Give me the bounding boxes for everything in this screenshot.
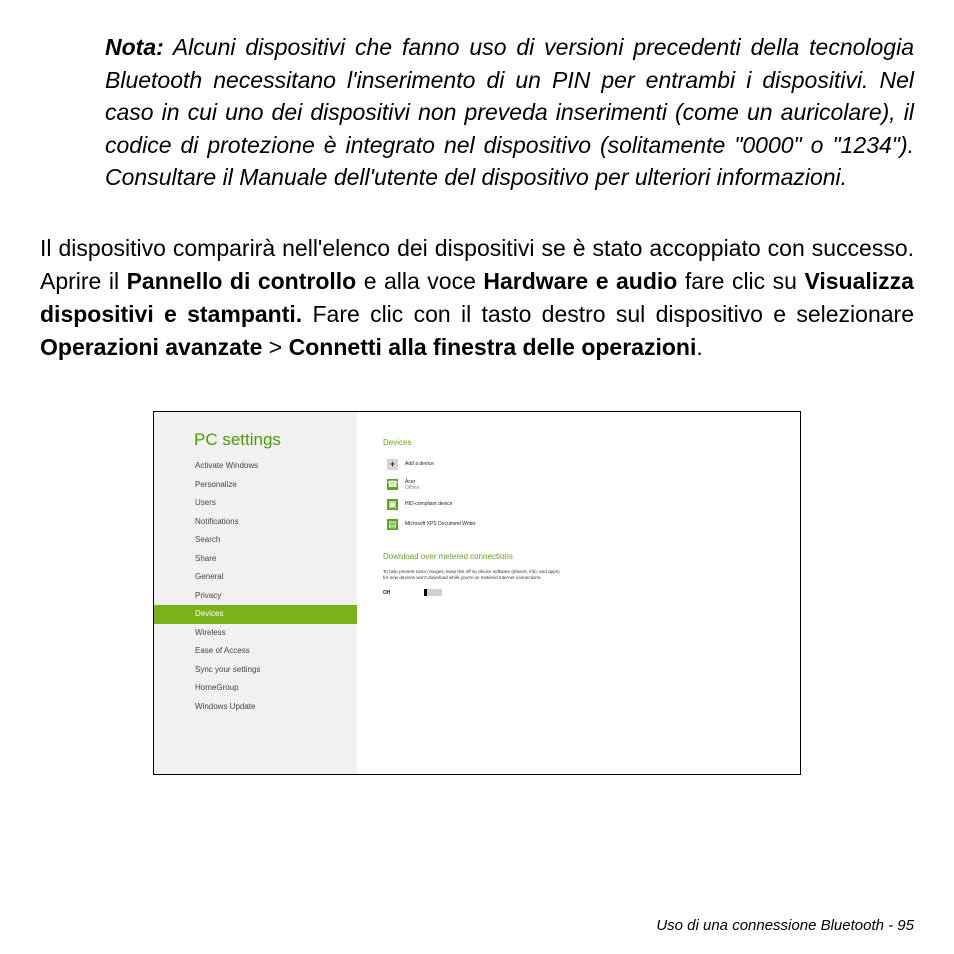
metered-section-title: Download over metered connections: [383, 552, 513, 561]
sidebar-item-notifications[interactable]: Notifications: [195, 516, 239, 526]
hid-device-icon: ▣: [388, 499, 397, 509]
toggle-knob: [424, 589, 427, 596]
sidebar-item-activate-windows[interactable]: Activate Windows: [195, 461, 259, 470]
phone-icon: ☎: [387, 479, 399, 489]
para-bold-advanced-ops: Operazioni avanzate: [40, 334, 263, 360]
plus-icon: +: [387, 459, 398, 470]
device-name: Acer: [405, 479, 416, 485]
sidebar-item-general[interactable]: General: [195, 572, 224, 581]
para-bold-connect-window: Connetti alla finestra delle operazioni: [288, 334, 697, 360]
page-footer: Uso di una connessione Bluetooth - 95: [656, 917, 914, 934]
sidebar-item-privacy[interactable]: Privacy: [195, 590, 222, 600]
device-name: Microsoft XPS Document Writer: [405, 521, 476, 527]
toggle-state-label: Off: [383, 590, 391, 596]
printer-icon: ▤: [388, 519, 397, 529]
devices-pane: [357, 412, 800, 774]
para-bold-hardware-audio: Hardware e audio: [483, 268, 678, 294]
sidebar-item-ease-of-access[interactable]: Ease of Access: [195, 646, 250, 655]
para-text-5: >: [262, 334, 289, 360]
sidebar-item-sync-your-settings[interactable]: Sync your settings: [195, 664, 261, 674]
note-text: Alcuni dispositivi che fanno uso di versioni precedenti della tecnologia Bluetooth necessitano l'inserimento di un PIN per entrambi i dispositivi. Nel caso in cui uno dei dispositivi non preveda inserimenti (come un auricolare), il codice di protezione è integrato nel dispositivo (solitamente "0000" o "1234"). Consultare il Manuale dell'utente del dispositivo per ulteriori informazioni.: [105, 34, 914, 190]
para-bold-view-devices: Visualizza dispositivi e stampanti.: [40, 268, 914, 327]
device-name: HID-compliant device: [405, 501, 453, 507]
sidebar-item-homegroup[interactable]: HomeGroup: [195, 683, 239, 692]
sidebar-title: PC settings: [194, 430, 281, 449]
para-bold-control-panel: Pannello di controllo: [126, 268, 357, 294]
sidebar-item-wireless[interactable]: Wireless: [195, 627, 226, 637]
instruction-paragraph: [40, 232, 914, 364]
sidebar-item-search[interactable]: Search: [195, 535, 221, 544]
sidebar-item-devices[interactable]: Devices: [154, 605, 357, 624]
devices-section-title: Devices: [383, 438, 412, 447]
para-text-6: .: [696, 334, 703, 360]
sidebar-item-share[interactable]: Share: [195, 553, 217, 563]
metered-description: To help prevent extra charges, keep this off so device software (drivers, info, and apps) for new devices won't download while you're on metered Internet connections.: [383, 569, 560, 580]
note-paragraph: [105, 31, 914, 194]
para-text-4: Fare clic con il tasto destro sul dispositivo e selezionare: [302, 301, 914, 327]
note-label: Nota:: [105, 34, 164, 60]
device-status: Offline: [405, 485, 420, 491]
sidebar-item-personalize[interactable]: Personalize: [195, 479, 237, 489]
add-device-label: Add a device: [405, 461, 434, 467]
sidebar-item-users[interactable]: Users: [195, 498, 216, 507]
pc-settings-screenshot: [153, 411, 801, 775]
settings-sidebar: [154, 412, 357, 774]
para-text-1: Il dispositivo comparirà nell'elenco dei dispositivi se è stato accoppiato con successo. Aprire il: [40, 235, 914, 294]
para-text-3: fare clic su: [677, 268, 805, 294]
metered-toggle[interactable]: [424, 589, 442, 596]
sidebar-item-windows-update[interactable]: Windows Update: [195, 701, 256, 711]
para-text-2: e alla voce: [356, 268, 484, 294]
